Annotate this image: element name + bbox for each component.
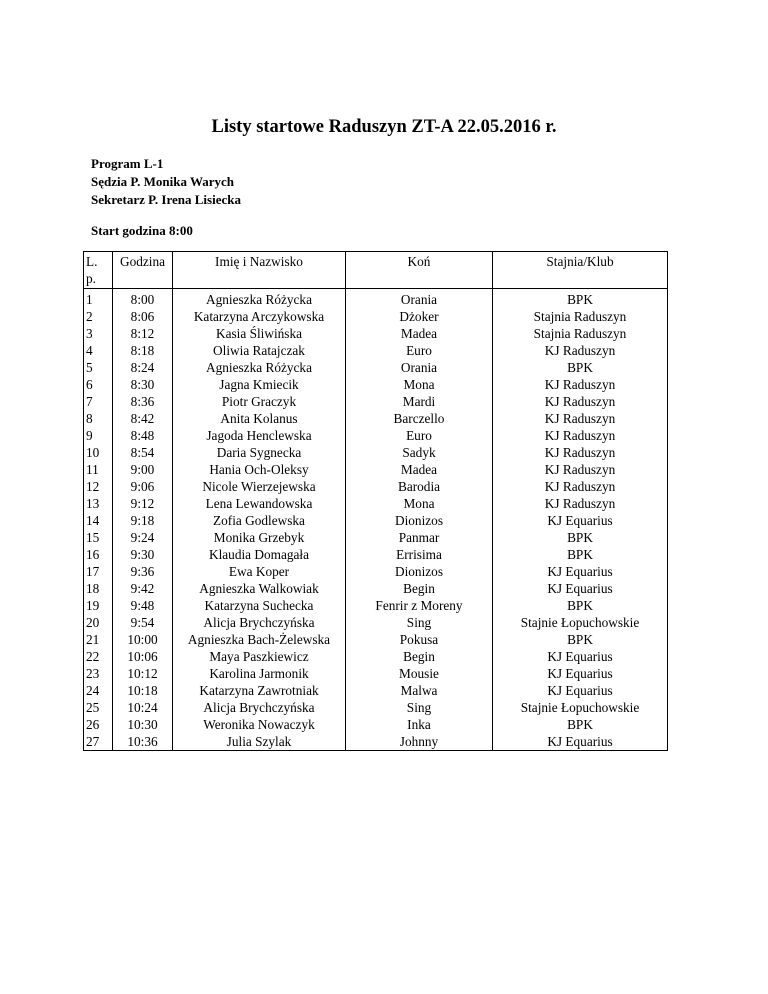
header-name: Imię i Nazwisko [173, 252, 346, 289]
cell-name: Ewa Koper [173, 563, 346, 580]
cell-lp: 24 [84, 682, 113, 699]
cell-horse: Fenrir z Moreny [346, 597, 493, 614]
table-row [84, 665, 668, 682]
judge-label: Sędzia P. Monika Warych [91, 174, 235, 189]
cell-time: 8:42 [113, 410, 173, 427]
cell-lp: 5 [84, 359, 113, 376]
table-row [84, 359, 668, 376]
cell-lp: 14 [84, 512, 113, 529]
cell-club: KJ Equarius [493, 665, 668, 682]
table-row [84, 733, 668, 751]
cell-lp: 2 [84, 308, 113, 325]
cell-club: KJ Equarius [493, 648, 668, 665]
table-row [84, 461, 668, 478]
cell-lp: 18 [84, 580, 113, 597]
cell-horse: Sing [346, 699, 493, 716]
cell-club: Stajnie Łopuchowskie [493, 699, 668, 716]
cell-time: 8:30 [113, 376, 173, 393]
cell-lp: 1 [84, 289, 113, 309]
cell-time: 8:18 [113, 342, 173, 359]
table-row [84, 563, 668, 580]
cell-name: Anita Kolanus [173, 410, 346, 427]
cell-time: 9:54 [113, 614, 173, 631]
cell-name: Katarzyna Arczykowska [173, 308, 346, 325]
table-row [84, 580, 668, 597]
cell-club: KJ Equarius [493, 580, 668, 597]
cell-lp: 22 [84, 648, 113, 665]
cell-horse: Dionizos [346, 563, 493, 580]
cell-time: 9:12 [113, 495, 173, 512]
table-row [84, 410, 668, 427]
cell-horse: Begin [346, 580, 493, 597]
cell-horse: Malwa [346, 682, 493, 699]
cell-club: BPK [493, 546, 668, 563]
cell-name: Maya Paszkiewicz [173, 648, 346, 665]
cell-lp: 27 [84, 733, 113, 751]
cell-lp: 15 [84, 529, 113, 546]
table-row [84, 427, 668, 444]
cell-time: 10:18 [113, 682, 173, 699]
table-row [84, 631, 668, 648]
table-row [84, 529, 668, 546]
cell-name: Jagna Kmiecik [173, 376, 346, 393]
cell-horse: Orania [346, 289, 493, 309]
cell-lp: 9 [84, 427, 113, 444]
cell-name: Agnieszka Różycka [173, 289, 346, 309]
cell-horse: Mardi [346, 393, 493, 410]
cell-name: Piotr Graczyk [173, 393, 346, 410]
cell-horse: Madea [346, 325, 493, 342]
cell-lp: 12 [84, 478, 113, 495]
cell-club: KJ Raduszyn [493, 444, 668, 461]
cell-name: Lena Lewandowska [173, 495, 346, 512]
cell-club: KJ Raduszyn [493, 410, 668, 427]
table-row [84, 325, 668, 342]
cell-name: Daria Sygnecka [173, 444, 346, 461]
cell-club: BPK [493, 597, 668, 614]
header-club: Stajnia/Klub [493, 252, 668, 289]
header-lp-line1: L. [86, 254, 98, 269]
cell-time: 10:30 [113, 716, 173, 733]
cell-lp: 3 [84, 325, 113, 342]
table-row [84, 342, 668, 359]
cell-horse: Euro [346, 342, 493, 359]
start-time-label: Start godzina 8:00 [91, 223, 193, 238]
cell-club: KJ Equarius [493, 512, 668, 529]
cell-club: KJ Raduszyn [493, 427, 668, 444]
cell-time: 10:12 [113, 665, 173, 682]
cell-time: 9:30 [113, 546, 173, 563]
cell-time: 9:18 [113, 512, 173, 529]
table-row [84, 376, 668, 393]
cell-horse: Begin [346, 648, 493, 665]
cell-time: 10:36 [113, 733, 173, 751]
cell-name: Oliwia Ratajczak [173, 342, 346, 359]
cell-time: 9:06 [113, 478, 173, 495]
cell-time: 8:48 [113, 427, 173, 444]
start-list-table [83, 251, 668, 751]
cell-time: 9:00 [113, 461, 173, 478]
cell-name: Alicja Brychczyńska [173, 614, 346, 631]
cell-club: BPK [493, 631, 668, 648]
table-row [84, 648, 668, 665]
cell-lp: 8 [84, 410, 113, 427]
cell-horse: Errisima [346, 546, 493, 563]
cell-name: Karolina Jarmonik [173, 665, 346, 682]
cell-lp: 16 [84, 546, 113, 563]
cell-horse: Euro [346, 427, 493, 444]
cell-name: Julia Szylak [173, 733, 346, 751]
cell-club: KJ Equarius [493, 563, 668, 580]
cell-club: BPK [493, 716, 668, 733]
cell-time: 10:06 [113, 648, 173, 665]
cell-name: Hania Och-Oleksy [173, 461, 346, 478]
cell-horse: Barodia [346, 478, 493, 495]
program-label: Program L-1 [91, 156, 164, 171]
cell-name: Alicja Brychczyńska [173, 699, 346, 716]
cell-lp: 25 [84, 699, 113, 716]
cell-horse: Inka [346, 716, 493, 733]
cell-horse: Dionizos [346, 512, 493, 529]
cell-lp: 13 [84, 495, 113, 512]
cell-name: Weronika Nowaczyk [173, 716, 346, 733]
cell-horse: Panmar [346, 529, 493, 546]
cell-club: KJ Raduszyn [493, 342, 668, 359]
cell-lp: 4 [84, 342, 113, 359]
table-row [84, 682, 668, 699]
cell-name: Kasia Śliwińska [173, 325, 346, 342]
cell-name: Monika Grzebyk [173, 529, 346, 546]
cell-horse: Dżoker [346, 308, 493, 325]
cell-lp: 17 [84, 563, 113, 580]
cell-time: 9:42 [113, 580, 173, 597]
cell-time: 9:48 [113, 597, 173, 614]
cell-club: Stajnia Raduszyn [493, 308, 668, 325]
table-row [84, 444, 668, 461]
cell-horse: Sadyk [346, 444, 493, 461]
cell-time: 8:00 [113, 289, 173, 309]
cell-club: KJ Equarius [493, 682, 668, 699]
cell-time: 8:12 [113, 325, 173, 342]
header-time: Godzina [113, 252, 173, 289]
cell-name: Jagoda Henclewska [173, 427, 346, 444]
cell-name: Zofia Godlewska [173, 512, 346, 529]
cell-club: Stajnie Łopuchowskie [493, 614, 668, 631]
header-lp-line2: p. [86, 271, 96, 286]
cell-time: 9:36 [113, 563, 173, 580]
cell-lp: 11 [84, 461, 113, 478]
cell-name: Katarzyna Suchecka [173, 597, 346, 614]
cell-horse: Orania [346, 359, 493, 376]
cell-club: KJ Raduszyn [493, 461, 668, 478]
cell-name: Nicole Wierzejewska [173, 478, 346, 495]
cell-lp: 6 [84, 376, 113, 393]
cell-club: KJ Raduszyn [493, 495, 668, 512]
cell-horse: Barczello [346, 410, 493, 427]
cell-name: Agnieszka Walkowiak [173, 580, 346, 597]
header-horse: Koń [346, 252, 493, 289]
cell-time: 8:36 [113, 393, 173, 410]
cell-lp: 26 [84, 716, 113, 733]
cell-time: 8:06 [113, 308, 173, 325]
cell-horse: Mona [346, 376, 493, 393]
table-row [84, 308, 668, 325]
cell-horse: Johnny [346, 733, 493, 751]
cell-time: 10:00 [113, 631, 173, 648]
table-row [84, 716, 668, 733]
cell-name: Agnieszka Różycka [173, 359, 346, 376]
cell-horse: Mousie [346, 665, 493, 682]
cell-club: KJ Raduszyn [493, 376, 668, 393]
table-row [84, 597, 668, 614]
header-lp [84, 252, 113, 289]
cell-time: 8:24 [113, 359, 173, 376]
secretary-label: Sekretarz P. Irena Lisiecka [91, 192, 241, 207]
table-row [84, 512, 668, 529]
cell-club: Stajnia Raduszyn [493, 325, 668, 342]
table-row [84, 478, 668, 495]
document-title: Listy startowe Raduszyn ZT-A 22.05.2016 r. [211, 117, 557, 137]
document-meta [91, 155, 241, 209]
cell-time: 9:24 [113, 529, 173, 546]
cell-time: 10:24 [113, 699, 173, 716]
cell-club: KJ Raduszyn [493, 478, 668, 495]
table-body [84, 289, 668, 751]
table-header-row [84, 252, 668, 289]
table-row [84, 614, 668, 631]
cell-club: KJ Equarius [493, 733, 668, 751]
table-row [84, 546, 668, 563]
cell-horse: Sing [346, 614, 493, 631]
cell-club: KJ Raduszyn [493, 393, 668, 410]
cell-horse: Mona [346, 495, 493, 512]
table-row [84, 289, 668, 309]
cell-club: BPK [493, 359, 668, 376]
cell-club: BPK [493, 529, 668, 546]
cell-club: BPK [493, 289, 668, 309]
cell-name: Agnieszka Bach-Żelewska [173, 631, 346, 648]
table-row [84, 495, 668, 512]
cell-time: 8:54 [113, 444, 173, 461]
table-row [84, 393, 668, 410]
cell-horse: Pokusa [346, 631, 493, 648]
table-row [84, 699, 668, 716]
cell-lp: 19 [84, 597, 113, 614]
cell-lp: 23 [84, 665, 113, 682]
cell-lp: 10 [84, 444, 113, 461]
cell-horse: Madea [346, 461, 493, 478]
cell-name: Katarzyna Zawrotniak [173, 682, 346, 699]
cell-name: Klaudia Domagała [173, 546, 346, 563]
cell-lp: 20 [84, 614, 113, 631]
cell-lp: 7 [84, 393, 113, 410]
cell-lp: 21 [84, 631, 113, 648]
